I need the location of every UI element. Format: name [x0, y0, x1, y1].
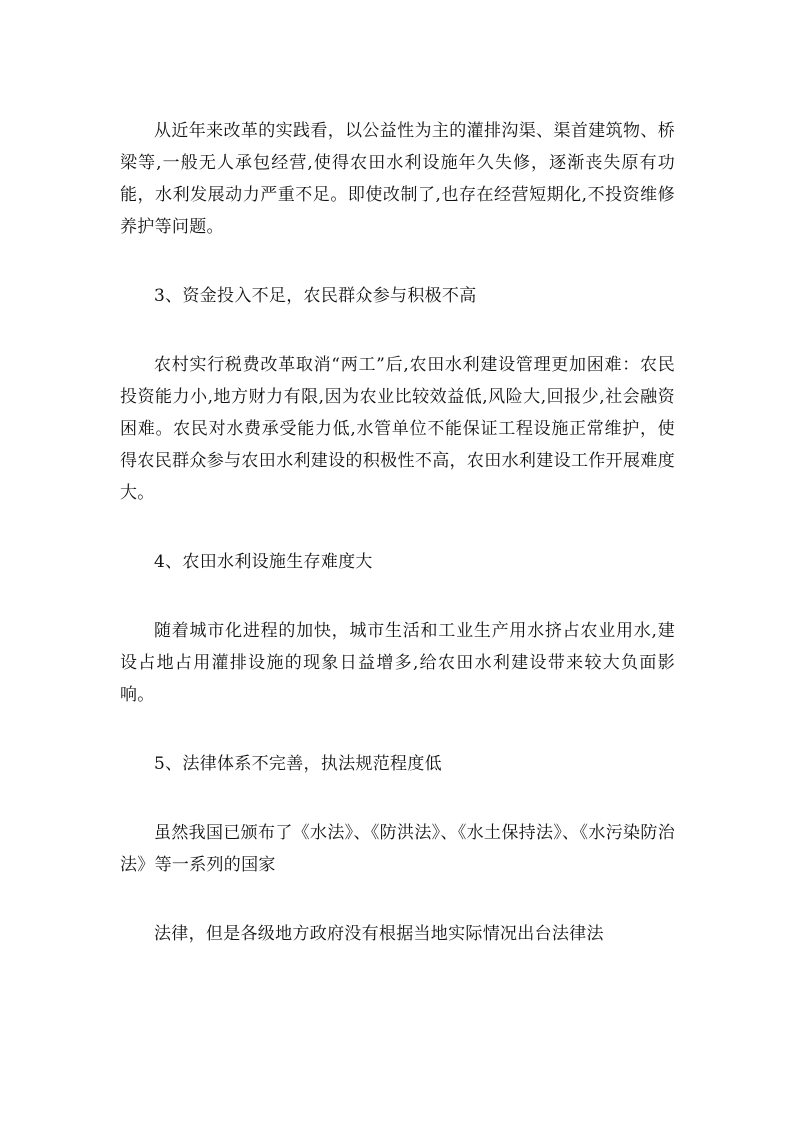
heading-legal-system: 5、法律体系不完善，执法规范程度低 — [154, 754, 442, 774]
paragraph-reform-practice: 从近年来改革的实践看，以公益性为主的灌排沟渠、渠首建筑物、桥梁等,一般无人承包经营,使得农田水利设施年久失修，逐渐丧失原有功能，水利发展动力严重不足。即使改制了,也存在经营短期化,不投资维修养护等问题。 — [120, 121, 675, 237]
paragraph-tax-reform: 农村实行税费改革取消“两工”后,农田水利建设管理更加困难：农民投资能力小,地方财力有限,因为农业比较效益低,风险大,回报少,社会融资困难。农民对水费承受能力低,水管单位不能保证工程设施正常维护，使得农民群众参与农田水利建设的积极性不高，农田水利建设工作开展难度大。 — [120, 355, 675, 503]
document-body — [120, 115, 675, 950]
paragraph-local-laws: 法律，但是各级地方政府没有根据当地实际情况出台法律法 — [154, 924, 604, 944]
heading-facility-survival: 4、农田水利设施生存难度大 — [154, 552, 373, 572]
paragraph-national-laws: 虽然我国已颁布了《水法》、《防洪法》、《水土保持法》、《水污染防治法》等一系列的国家 — [120, 823, 675, 875]
heading-funding-insufficient: 3、资金投入不足，农民群众参与积极不高 — [154, 286, 477, 306]
paragraph-urbanization: 随着城市化进程的加快，城市生活和工业生产用水挤占农业用水,建设占地占用灌排设施的现象日益增多,给农田水利建设带来较大负面影响。 — [120, 621, 675, 705]
